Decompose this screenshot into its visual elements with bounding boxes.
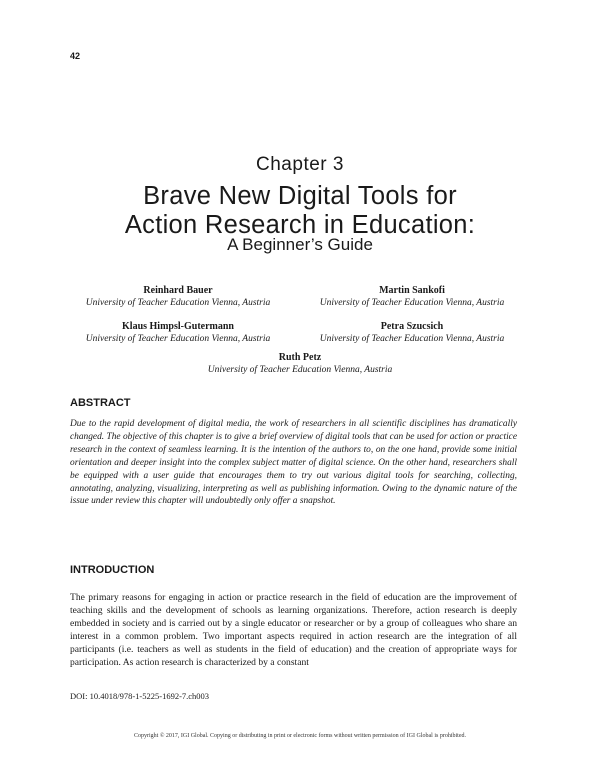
author-name: Martin Sankofi	[379, 285, 445, 296]
author-affiliation: University of Teacher Education Vienna, Austria	[319, 334, 505, 344]
chapter-title	[0, 182, 600, 240]
introduction-text: The primary reasons for engaging in action or practice research in the field of education are the improvement of teaching skills and the development of schools as learning organizations. Therefore, action research is deeply embedded in society and is carried out by a single educator or researcher or by a group of colleagues who share an interest in a common problem. Two important aspects required in action research are the integration of all participants (i.e. teachers as well as students in the field of education) and the creation of appropriate ways for participation. As action research is characterized by a constant	[70, 592, 517, 668]
chapter-subtitle: A Beginner’s Guide	[227, 235, 373, 254]
author-block	[297, 284, 527, 310]
doi-line: DOI: 10.4018/978-1-5225-1692-7.ch003	[70, 691, 210, 701]
abstract-heading: ABSTRACT	[70, 397, 131, 409]
author-name: Petra Szucsich	[380, 321, 444, 332]
abstract-text: Due to the rapid development of digital media, the work of researchers in all scientific disciplines has dramatically changed. The objective of this chapter is to give a brief overview of digital tools that can be used for action or practice research in the context of seamless learning. It is the intention of the authors to, on the one hand, provide some initial orientation and deeper insight into the complex subject matter of digital science. On the other hand, researchers shall be equipped with a user guide that encourages them to try out various digital tools for searching, collecting, annotating, analyzing, visualizing, interpreting as well as publishing information. Owing to the dynamic nature of the issue under review this chapter will undoubtedly only offer a snapshot.	[70, 419, 517, 507]
author-name: Ruth Petz	[278, 352, 322, 363]
page-number: 42	[70, 51, 81, 61]
author-affiliation: University of Teacher Education Vienna, Austria	[85, 298, 271, 308]
author-block	[63, 284, 293, 310]
author-affiliation: University of Teacher Education Vienna, Austria	[319, 298, 505, 308]
title-line-2: Action Research in Education:	[124, 211, 476, 239]
author-name: Klaus Himpsl-Gutermann	[122, 321, 234, 332]
author-affiliation: University of Teacher Education Vienna, Austria	[85, 334, 271, 344]
chapter-label: Chapter 3	[256, 154, 344, 175]
author-block	[63, 320, 293, 346]
copyright-notice: Copyright © 2017, IGI Global. Copying or distributing in print or electronic forms without written permission of IGI Global is prohibited.	[133, 733, 466, 739]
author-block	[185, 351, 415, 377]
title-line-1: Brave New Digital Tools for	[143, 182, 457, 210]
introduction-heading: INTRODUCTION	[70, 564, 155, 576]
author-block	[297, 320, 527, 346]
author-affiliation: University of Teacher Education Vienna, Austria	[207, 365, 393, 375]
author-name: Reinhard Bauer	[143, 285, 213, 296]
